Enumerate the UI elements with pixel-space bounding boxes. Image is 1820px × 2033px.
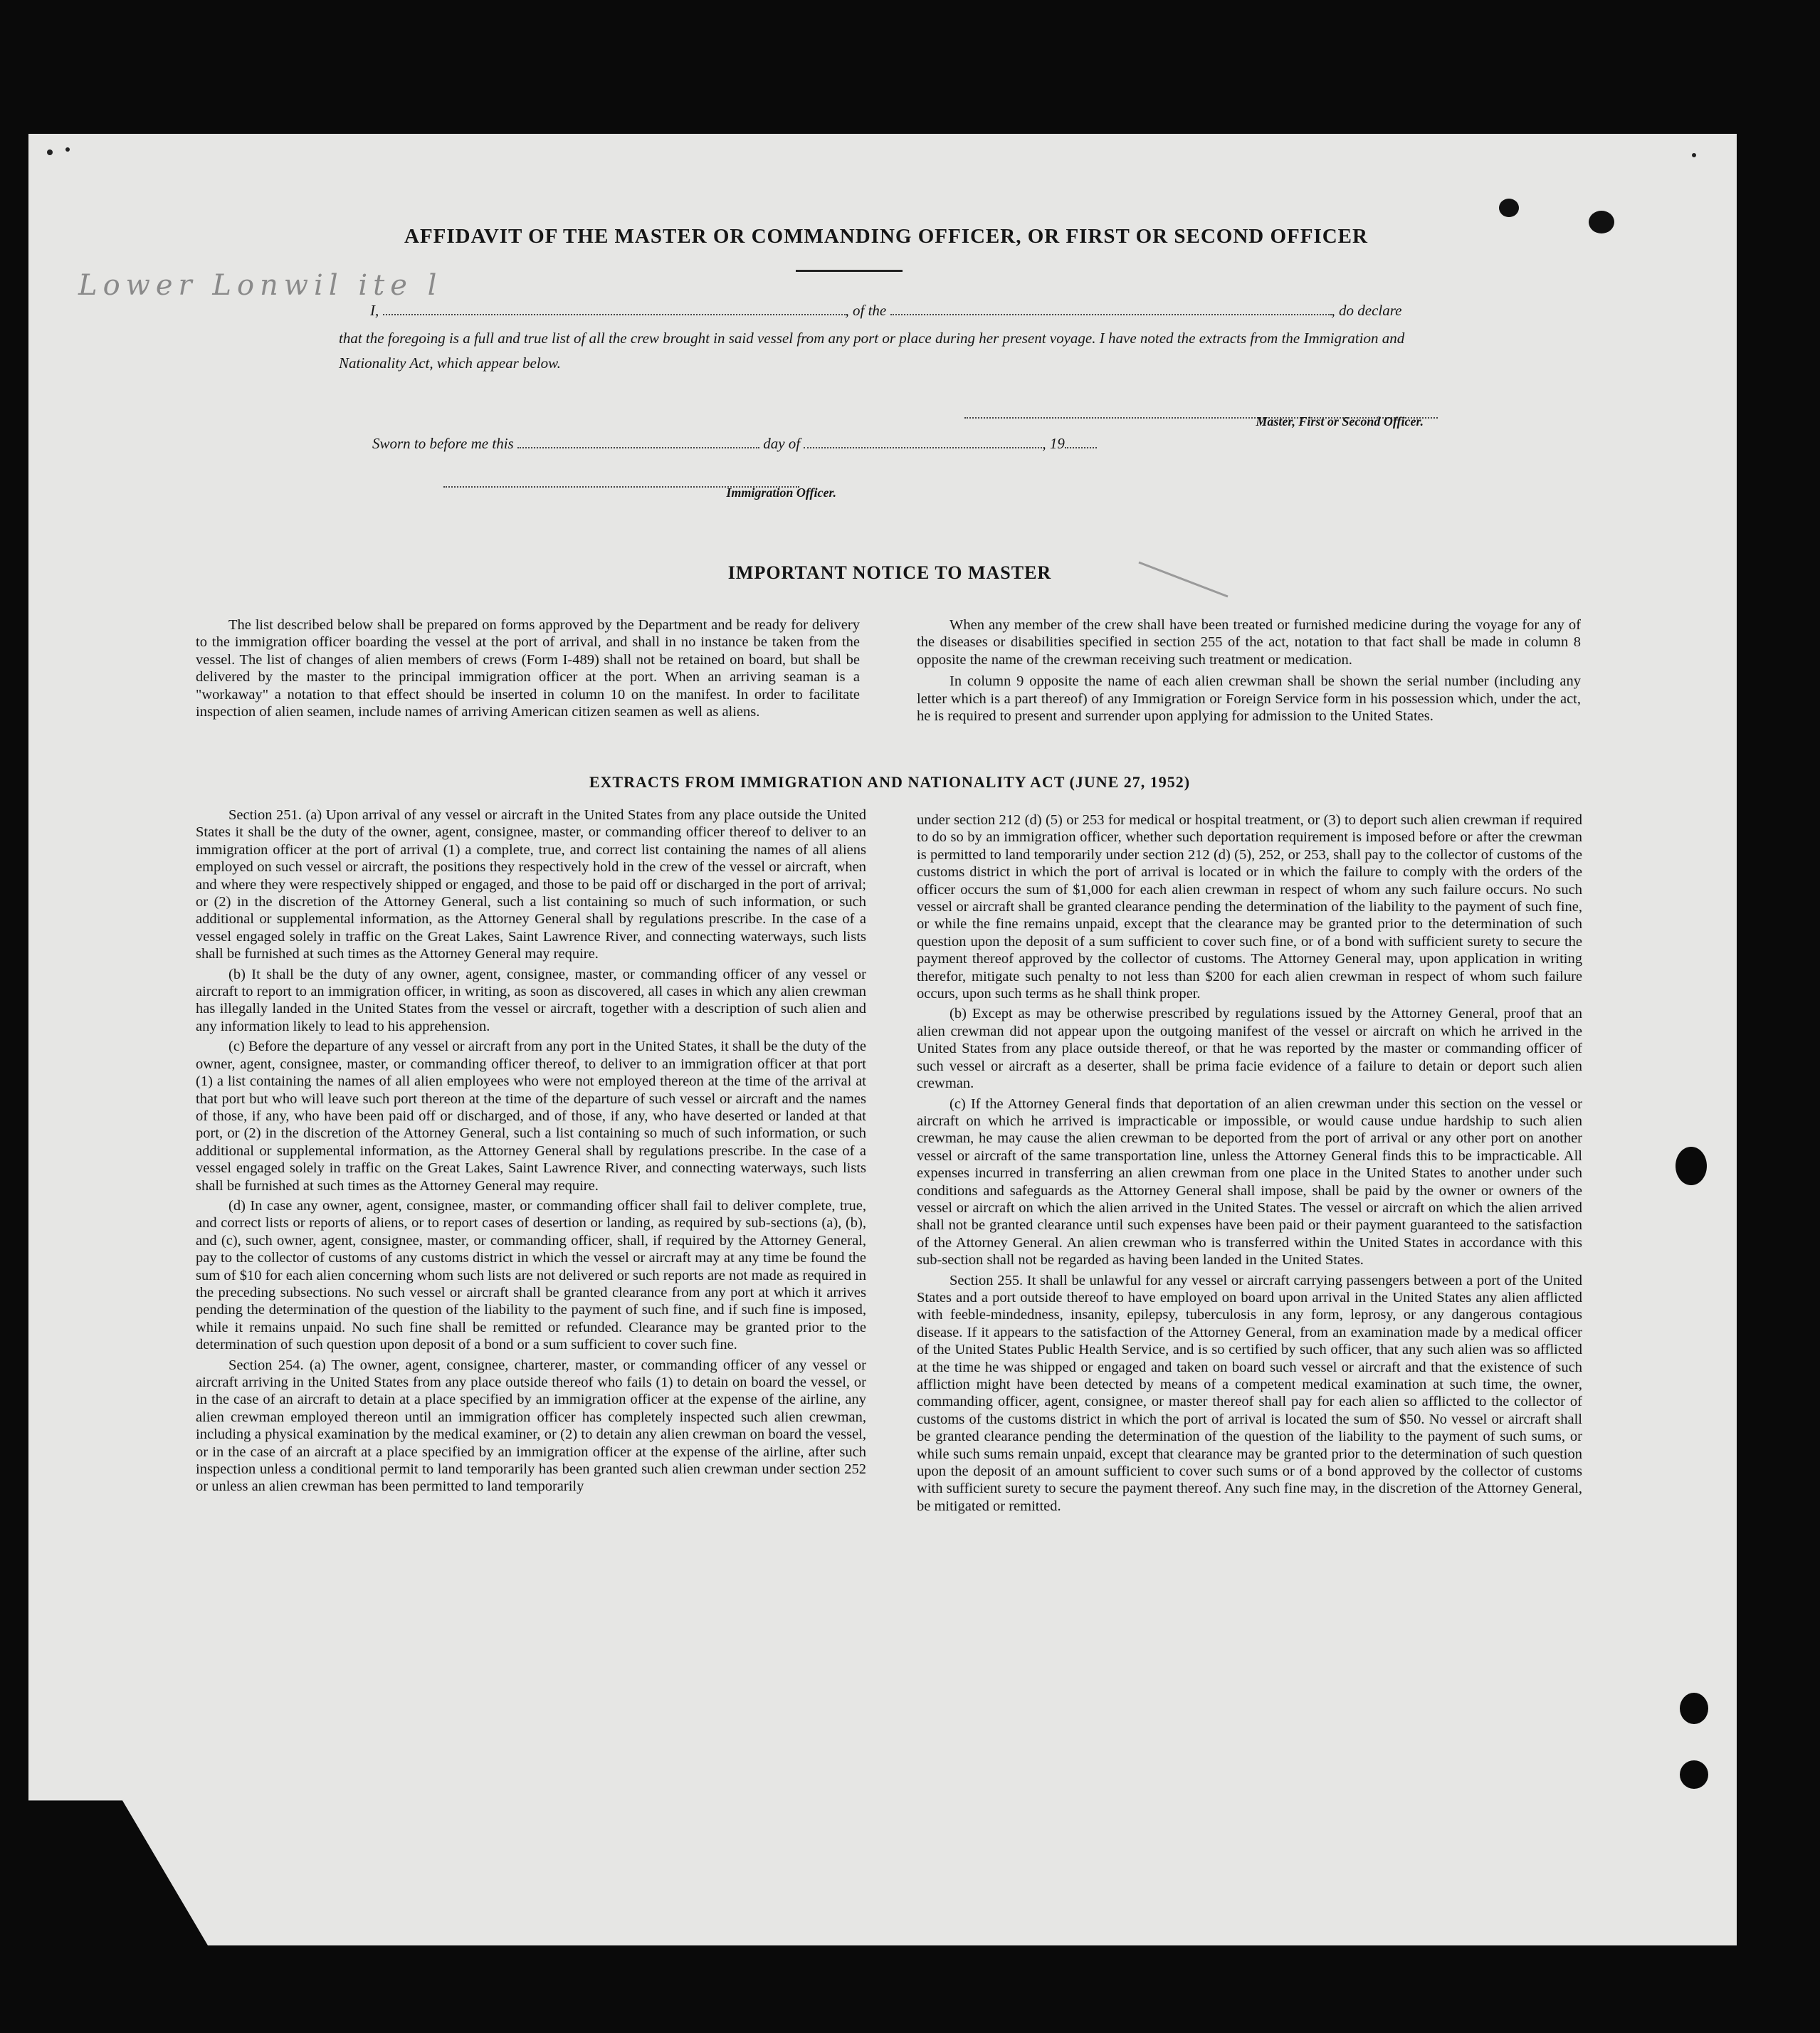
section-254-b: (b) Except as may be otherwise prescribed by regulations issued by the Attorney General, proof that an alien crewman did not appear upon the outgoing manifest of the vessel or aircraft on which he arrived in the United States from any place outside thereof, or that he was reported by the master or commanding officer of such vessel or aircraft as a deserter, shall be prima facie evidence of a failure to detain or deport such alien crewman.	[917, 1006, 1582, 1092]
section-251-c: (c) Before the departure of any vessel or aircraft from any port in the United States, it shall be the duty of the owner, agent, consignee, master, or commanding officer thereof, to deliver to an immigration officer at that port (1) a list containing the names of all alien employees who were not employed thereon at the time of the arrival at that port but who will leave such port thereon at the time of the departure of such vessel or aircraft and the names of those, if any, who have been paid off or discharged, and of those, if any, who have deserted or landed at that port, or (2) in the discretion of the Attorney General, such a list containing so much of such information, or such additional or supplemental information, as the Attorney General shall by regulations prescribe. In the case of a vessel engaged solely in traffic on the Great Lakes, Saint Lawrence River, and connecting waterways, such lists shall be furnished at such times as the Attorney General may require.	[196, 1039, 866, 1194]
ink-blot	[1589, 211, 1614, 233]
section-255: Section 255. It shall be unlawful for any vessel or aircraft carrying passengers between a port of the United States and a port outside thereof to have employed on board upon arrival in the United States any alien afflicted with feeble-mindedness, insanity, epilepsy, tuberculosis in any form, leprosy, or any dangerous contagious disease. If it appears to the satisfaction of the Attorney General, from an examination made by a medical officer of the United States Public Health Service, and is so certified by such officer, that any such alien was so afflicted at the time he was shipped or engaged and taken on board such vessel or aircraft and that the existence of such affliction might have been detected by means of a competent medical examination at such time, the owner, commanding officer, agent, consignee, or master thereof shall pay for each alien so afflicted to the collector of customs of the customs district in which the port of arrival is located the sum of $50. No vessel or aircraft shall be granted clearance pending the determination of the question of the liability to the payment of such sums, or while such sums remain unpaid, except that clearance may be granted prior to the determination of such question upon the deposit of an amount sufficient to cover such sums or of a bond approved by the collector of customs with sufficient surety to secure the payment thereof. Any such fine may, in the discretion of the Attorney General, be mitigated or remitted.	[917, 1272, 1582, 1514]
notice-paragraph: In column 9 opposite the name of each alien crewman shall be shown the serial number (including any letter which is a part thereof) of any Immigration or Foreign Service form in his possession which, under the act, he is required to present and surrender upon applying for admission to the United States.	[917, 673, 1581, 725]
title-rule	[796, 270, 903, 272]
punch-hole-bottom	[1680, 1760, 1708, 1789]
section-251-d: (d) In case any owner, agent, consignee, master, or commanding officer shall fail to deliver complete, true, and correct lists or reports of aliens, or to report cases of desertion or landing, as required by sub-sections (a), (b), and (c), such owner, agent, consignee, master, or commanding officer, shall, if required by the Attorney General, pay to the collector of customs of any customs district in which the vessel or aircraft may at any time be found the sum of $10 for each alien concerning whom such lists are not delivered or such reports are not made as required in the preceding subsections. No such vessel or aircraft shall be granted clearance from any port at which it arrives pending the determination of the question of the liability to the payment of such fine, and if such fine is imposed, while it remains unpaid. No such fine shall be remitted or refunded. Clearance may be granted prior to the determination of such question upon deposit of a bond or a sum sufficient to cover such fine.	[196, 1197, 866, 1353]
notice-right-column	[917, 616, 1581, 725]
section-254-c: (c) If the Attorney General finds that deportation of an alien crewman under this section on the vessel or aircraft on which he arrived is impracticable or impossible, or would cause undue hardship to such alien crewman, he may cause the alien crewman to be deported from the port of arrival or any other port on another vessel or aircraft of the same transportation line, unless the Attorney General finds this to be impracticable. All expenses incurred in transferring an alien crewman from one place in the United States to another under such conditions and safeguards as the Attorney General shall impose, shall be paid by the owner or owners of the vessel or aircraft on which the alien arrived in the United States. The vessel or aircraft on which the alien arrived shall not be granted clearance until such expenses have been paid or their payment guaranteed to the satisfaction of the Attorney General. An alien crewman who is transferred within the United States in accordance with this sub-section shall not be regarded as having been landed in the United States.	[917, 1096, 1582, 1268]
year-label: , 19	[1042, 435, 1065, 452]
of-the-label: , of the	[845, 302, 887, 319]
month-blank[interactable]	[804, 434, 1042, 448]
section-254-a-continued: under section 212 (d) (5) or 253 for medical or hospital treatment, or (3) to deport such alien crewman if required to do so by an immigration officer, whether such deportation requirement is imposed before or after the crewman is permitted to land temporarily under section 212 (d) (5), 252, or 253, shall pay to the collector of customs of the customs district in which the port of arrival is located or in which the failure to comply with the orders of the officer occurs the sum of $1,000 for each alien crewman in respect of whom any such failure occurs. No such vessel or aircraft shall be granted clearance pending the determination of the liability to the payment of such fine, or while the fine remains unpaid, except that the clearance may be granted prior to the determination of such question upon the deposit of a sum sufficient to cover such fine, or of a bond with sufficient surety to secure the payment thereof approved by the collector of customs. The Attorney General may, upon application in writing therefor, mitigate such penalty to not less than $200 for each alien crewman in respect of whom such failure occurs, upon such terms as he shall think proper.	[917, 812, 1582, 1002]
vessel-blank[interactable]	[890, 301, 1332, 315]
master-signature-label: Master, First or Second Officer.	[1256, 414, 1424, 429]
notice-title: IMPORTANT NOTICE TO MASTER	[727, 562, 1052, 583]
faint-handwriting: Lower Lonwil ite l	[78, 269, 443, 302]
speck	[65, 147, 70, 152]
i-label: I,	[370, 302, 379, 319]
notice-left-column	[196, 616, 860, 720]
section-254-a: Section 254. (a) The owner, agent, consignee, charterer, master, or commanding officer of any vessel or aircraft arriving in the United States from any place outside thereof who fails (1) to detain on board the vessel, or in the case of an aircraft to detain at a place specified by an immigration officer at the expense of the airline, any alien crewman employed thereon until an immigration officer has completely inspected such alien crewman, including a physical examination by the medical examiner, or (2) to detain any alien crewman on board the vessel, or in the case of an aircraft at a place specified by an immigration officer at the expense of the airline, after such inspection unless a conditional permit to land temporarily has been granted such alien crewman under section 252 or unless an alien crewman has been permitted to land temporarily	[196, 1357, 866, 1495]
name-blank[interactable]	[383, 301, 846, 315]
section-251-b: (b) It shall be the duty of any owner, agent, consignee, master, or commanding officer of any vessel or aircraft to report to an immigration officer, in writing, as soon as discovered, all cases in which any alien crewman has illegally landed in the United States from the vessel or aircraft, together with a description of such alien and any information likely to lead to his apprehension.	[196, 966, 866, 1034]
speck	[47, 149, 53, 155]
day-of-label: day of	[763, 435, 801, 452]
year-blank[interactable]	[1065, 434, 1097, 448]
officer-signature-label: Immigration Officer.	[726, 485, 836, 500]
extracts-left-column	[196, 807, 866, 1496]
extracts-right-column	[917, 811, 1582, 1515]
declaration-line	[370, 301, 1438, 320]
affidavit-title: AFFIDAVIT OF THE MASTER OR COMMANDING OFFICER, OR FIRST OR SECOND OFFICER	[404, 225, 1368, 248]
do-declare-label: , do declare	[1331, 302, 1402, 319]
punch-hole-top	[1676, 1147, 1707, 1185]
sworn-label: Sworn to before me this	[372, 435, 514, 452]
day-blank[interactable]	[517, 434, 759, 448]
section-251-a: Section 251. (a) Upon arrival of any vessel or aircraft in the United States from any place outside the United States it shall be the duty of the owner, agent, consignee, master, or commanding officer thereof to deliver to an immigration officer at the port of arrival (1) a complete, true, and correct list containing the names of all aliens employed on such vessel or aircraft, the positions they respectively hold in the crew of the vessel or aircraft, when and where they were respectively shipped or engaged, and those to be paid off or discharged in the port of arrival; or (2) in the discretion of the Attorney General, such a list containing so much of such information, or such additional or supplemental information, as the Attorney General shall by regulations prescribe. In the case of a vessel engaged solely in traffic on the Great Lakes, Saint Lawrence River, and connecting waterways, such lists shall be furnished at such times as the Attorney General may require.	[196, 807, 866, 962]
speck	[1692, 153, 1696, 157]
notice-paragraph: The list described below shall be prepared on forms approved by the Department and be ready for delivery to the immigration officer boarding the vessel at the port of arrival, and shall in no instance be taken from the vessel. The list of changes of alien members of crews (Form I-489) shall not be retained on board, but shall be delivered by the master to the principal immigration officer at the port. When an arriving seaman is a "workaway" a notation to that effect should be inserted in column 10 on the manifest. In order to facilitate inspection of alien seamen, include names of arriving American citizen seamen as well as aliens.	[196, 617, 860, 720]
declaration-body: that the foregoing is a full and true list of all the crew brought in said vessel from any port or place during her present voyage. I have noted the extracts from the Immigration and Nationality Act, which appear below.	[339, 330, 1405, 372]
ink-blot	[1499, 199, 1519, 217]
notice-paragraph: When any member of the crew shall have been treated or furnished medicine during the voyage for any of the diseases or disabilities specified in section 255 of the act, notation to that fact shall be made in column 8 opposite the name of the crewman receiving such treatment or medication.	[917, 617, 1581, 668]
extracts-title: EXTRACTS FROM IMMIGRATION AND NATIONALITY ACT (JUNE 27, 1952)	[589, 773, 1191, 791]
punch-hole-middle	[1680, 1693, 1708, 1724]
sworn-line	[372, 434, 1177, 453]
